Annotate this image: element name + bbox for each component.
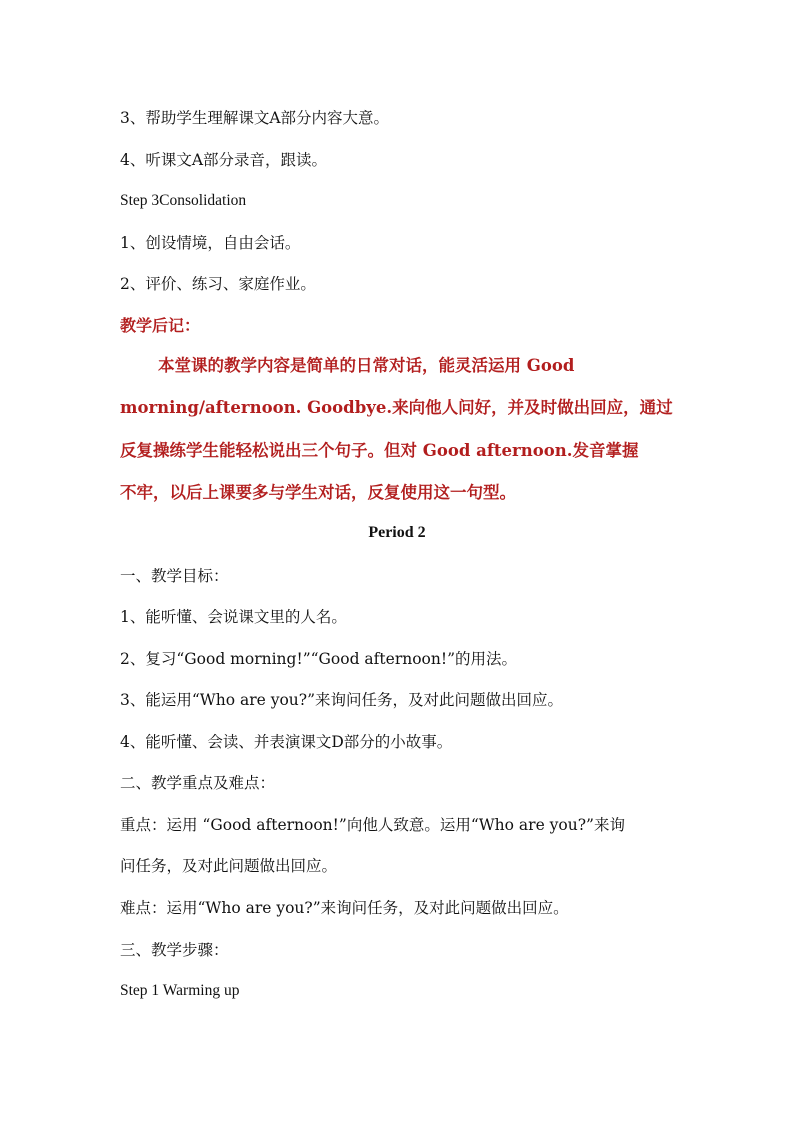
step-item-4: 4、听课文A部分录音，跟读。: [120, 151, 328, 169]
difficulty-point: 难点：运用“Who are you?”来询问任务，及对此问题做出回应。: [120, 899, 569, 917]
reflection-line-4: [120, 482, 678, 504]
period-title: Period 2: [368, 524, 426, 541]
goal-item-4: 4、能听懂、会读、并表演课文D部分的小故事。: [120, 733, 453, 751]
steps-heading: 三、教学步骤：: [120, 941, 229, 959]
step-item-3: 3、帮助学生理解课文A部分内容大意。: [120, 109, 390, 127]
goal-item-3: 3、能运用“Who are you?”来询问任务，及对此问题做出回应。: [120, 691, 564, 709]
reflection-line-1-text: 本堂课的教学内容是简单的日常对话，能灵活运用 Good: [158, 356, 575, 375]
goal-item-2: 2、复习“Good morning!”“Good afternoon!”的用法。: [120, 650, 518, 668]
key-point-line-1: 重点：运用 “Good afternoon!”向他人致意。运用“Who are you?”来询: [120, 816, 625, 834]
reflection-line-1: [120, 355, 678, 377]
reflection-line-3-text: 反复操练学生能轻松说出三个句子。但对 Good afternoon.发音掌握: [120, 441, 639, 460]
reflection-line-2: [120, 397, 678, 419]
reflection-title: 教学后记：: [120, 316, 201, 335]
consolidation-item-1: 1、创设情境，自由会话。: [120, 234, 301, 252]
key-points-heading: 二、教学重点及难点：: [120, 774, 276, 792]
goals-heading: 一、教学目标：: [120, 567, 229, 585]
step-1-heading: Step 1 Warming up: [120, 982, 240, 999]
consolidation-item-2: 2、评价、练习、家庭作业。: [120, 275, 316, 293]
reflection-line-4-text: 不牢，以后上课要多与学生对话，反复使用这一句型。: [120, 483, 516, 502]
reflection-line-2-text: morning/afternoon. Goodbye.来向他人问好，并及时做出回应，通过: [120, 398, 673, 417]
reflection-line-3: [120, 440, 678, 462]
goal-item-1: 1、能听懂、会说课文里的人名。: [120, 608, 347, 626]
key-point-line-2: 问任务，及对此问题做出回应。: [120, 857, 338, 875]
step-3-heading: Step 3Consolidation: [120, 192, 247, 209]
